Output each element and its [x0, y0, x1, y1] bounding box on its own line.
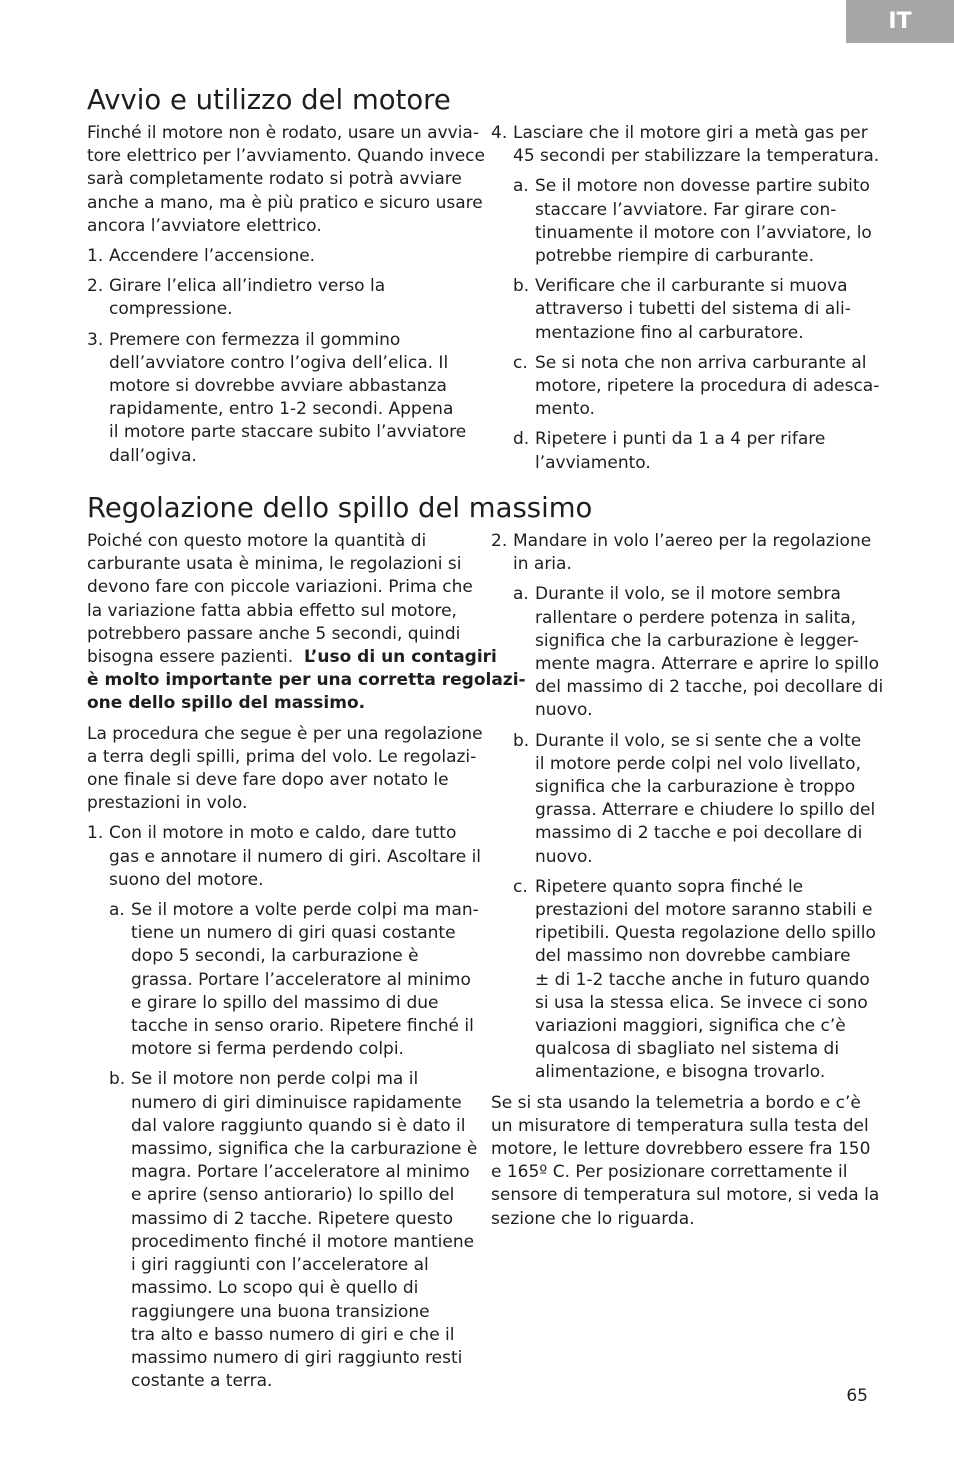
s1-left-column: [87, 122, 485, 475]
text-line: [87, 646, 497, 669]
text-line: Lasciare che il motore giri a metà gas per: [513, 123, 868, 143]
text-line: magra. Portare l’acceleratore al minimo: [131, 1162, 470, 1183]
text-line: il motore perde colpi nel volo livellato,: [535, 753, 861, 774]
text-line: nuovo.: [535, 846, 593, 867]
text-line: significa che la carburazione è troppo: [535, 777, 856, 798]
text-line: ripetibili. Questa regolazione dello spillo: [535, 923, 876, 944]
section-title-engine-start: Avvio e utilizzo del motore: [87, 84, 451, 116]
s1-step-4-subitems: [491, 175, 880, 474]
list-marker: b.: [513, 276, 530, 297]
bold-emphasis-line: one dello spillo del massimo.: [87, 693, 366, 714]
text-line: mento.: [535, 399, 595, 420]
text-line: l’avviamento.: [535, 452, 651, 473]
text-line: Premere con fermezza il gommino: [109, 329, 401, 350]
text-line: dall’ogiva.: [109, 445, 197, 466]
text-line: massimo di 2 tacche e poi decollare di: [535, 823, 863, 844]
text-line: dopo 5 secondi, la carburazione è: [131, 946, 419, 967]
text-line: Durante il volo, se il motore sembra: [535, 584, 841, 605]
text-line: Girare l’elica all’indietro verso la: [109, 276, 386, 297]
page-number: 65: [846, 1386, 868, 1406]
text-line: alimentazione, e bisogna trovarlo.: [535, 1062, 826, 1083]
text-line: raggiungere una buona transizione: [131, 1301, 430, 1322]
text-line: Se il motore non perde colpi ma il: [131, 1069, 419, 1090]
s2-intro-paragraph: [87, 530, 526, 716]
text-line: rallentare o perdere potenza in salita,: [535, 607, 857, 628]
text-line: massimo numero di giri raggiunto resti: [131, 1347, 463, 1368]
text-line: anche a mano, ma è più pratico e sicuro usare: [87, 192, 483, 213]
list-marker: a.: [513, 176, 529, 197]
text-line: tiene un numero di giri quasi costante: [131, 923, 456, 944]
s1-step-2: [87, 275, 477, 321]
text-line: rapidamente, entro 1-2 secondi. Appena: [109, 399, 454, 420]
list-marker: 4.: [491, 123, 508, 143]
bold-emphasis: L’uso di un contagiri: [303, 647, 497, 668]
text-line: staccare l’avviatore. Far girare con-: [535, 199, 837, 220]
bold-emphasis-line: è molto importante per una corretta regolazi-: [87, 670, 526, 691]
text-line: prestazioni del motore saranno stabili e: [535, 900, 873, 921]
text-line: si usa la stessa elica. Se invece ci sono: [535, 992, 868, 1013]
text-line: gas e annotare il numero di giri. Ascoltare il: [109, 846, 482, 867]
s2-left-column: [87, 530, 526, 1400]
text-line: sarà completamente rodato si potrà avviare: [87, 169, 462, 190]
text-line: potrebbero passare anche 5 secondi, quindi: [87, 623, 461, 644]
text-line: Accendere l’accensione.: [109, 246, 316, 267]
s1-step-4: [491, 122, 880, 168]
text-line: a terra degli spilli, prima del volo. Le regolazi-: [87, 746, 477, 767]
text-line: tinuamente il motore con l’avviatore, lo: [535, 222, 872, 243]
text-line: motore, ripetere la procedura di adesca-: [535, 376, 880, 397]
text-line: ± di 1-2 tacche anche in futuro quando: [535, 969, 870, 990]
text-line: 45 secondi per stabilizzare la temperatura.: [513, 146, 880, 167]
text-line: e aprire (senso antiorario) lo spillo del: [131, 1185, 455, 1206]
s1-right-column: [491, 122, 880, 482]
text-line: in aria.: [513, 554, 572, 575]
text-line: Ripetere quanto sopra finché le: [535, 876, 804, 897]
s1-step-4a: [513, 175, 876, 268]
text-line: ancora l’avviatore elettrico.: [87, 215, 322, 236]
language-tab: IT: [846, 0, 954, 43]
text-line: potrebbe riempire di carburante.: [535, 246, 815, 267]
s2-step-2a: [513, 583, 884, 722]
text-line: Poiché con questo motore la quantità di: [87, 531, 427, 551]
text-line: grassa. Portare l’acceleratore al minimo: [131, 969, 471, 990]
s1-intro-paragraph: [87, 122, 485, 238]
text-line: tra alto e basso numero di giri e che il: [131, 1324, 455, 1345]
text-line: numero di giri diminuisce rapidamente: [131, 1092, 462, 1113]
s1-step-4d: [513, 428, 876, 474]
text-line: mentazione fino al carburatore.: [535, 322, 804, 343]
text-line: dal valore raggiunto quando si è dato il: [131, 1115, 466, 1136]
text-line: massimo di 2 tacche. Ripetere questo: [131, 1208, 454, 1229]
s2-step-2c: [513, 876, 876, 1085]
text-line: massimo. Lo scopo qui è quello di: [131, 1278, 419, 1299]
text-line: Ripetere i punti da 1 a 4 per rifare: [535, 429, 826, 450]
text-line: la variazione fatta abbia effetto sul motore,: [87, 600, 457, 621]
s1-step-4b: [513, 275, 876, 345]
list-marker: a.: [109, 900, 125, 921]
text-run: bisogna essere pazienti.: [87, 647, 294, 668]
text-line: del massimo non dovrebbe cambiare: [535, 946, 851, 967]
list-marker: a.: [513, 584, 529, 605]
text-line: grassa. Atterrare e chiudere lo spillo del: [535, 800, 876, 821]
text-line: significa che la carburazione è legger-: [535, 630, 859, 651]
s2-step-1a: [109, 899, 477, 1061]
text-line: attraverso i tubetti del sistema di ali-: [535, 299, 851, 320]
section-title-needle-adjustment: Regolazione dello spillo del massimo: [87, 492, 593, 524]
s2-telemetry-paragraph: [491, 1092, 880, 1231]
list-marker: c.: [513, 352, 528, 373]
s1-step-3: [87, 329, 477, 468]
s2-right-column: [491, 530, 884, 1238]
text-line: sezione che lo riguarda.: [491, 1208, 695, 1229]
text-line: costante a terra.: [131, 1371, 273, 1392]
list-marker: 1.: [87, 823, 104, 844]
list-marker: 3.: [87, 329, 104, 350]
list-marker: 2.: [491, 531, 508, 551]
text-line: Finché il motore non è rodato, usare un avvia-: [87, 123, 479, 143]
text-line: Se il motore non dovesse partire subito: [535, 176, 870, 197]
text-line: procedimento finché il motore mantiene: [131, 1231, 475, 1252]
text-line: suono del motore.: [109, 869, 264, 890]
text-line: devono fare con piccole variazioni. Prima che: [87, 577, 473, 598]
s2-step-1-subitems: [87, 899, 477, 1393]
text-line: Se si nota che non arriva carburante al: [535, 352, 867, 373]
text-line: Se il motore a volte perde colpi ma man-: [131, 900, 479, 921]
text-line: La procedura che segue è per una regolazione: [87, 723, 483, 744]
list-marker: b.: [513, 730, 530, 751]
s2-procedure-paragraph: [87, 723, 483, 816]
text-line: Durante il volo, se si sente che a volte: [535, 730, 862, 751]
list-marker: 1.: [87, 246, 104, 267]
s1-step-4c: [513, 352, 880, 422]
text-line: Se si sta usando la telemetria a bordo e c’è: [491, 1092, 861, 1113]
text-line: nuovo.: [535, 700, 593, 721]
text-line: tacche in senso orario. Ripetere finché il: [131, 1016, 474, 1037]
s2-step-2b: [513, 730, 876, 869]
s2-step-1b: [109, 1068, 477, 1393]
text-line: qualcosa di sbagliato nel sistema di: [535, 1039, 840, 1060]
text-line: un misuratore di temperatura sulla testa del: [491, 1115, 869, 1136]
text-line: sensore di temperatura sul motore, si veda la: [491, 1185, 880, 1206]
text-line: Mandare in volo l’aereo per la regolazione: [513, 531, 872, 551]
text-line: il motore parte staccare subito l’avviatore: [109, 422, 467, 443]
list-marker: 2.: [87, 276, 104, 297]
text-line: mente magra. Atterrare e aprire lo spillo: [535, 654, 880, 675]
text-line: motore, le letture dovrebbero essere fra 150: [491, 1139, 871, 1160]
text-line: Con il motore in moto e caldo, dare tutto: [109, 823, 457, 844]
list-marker: b.: [109, 1069, 126, 1090]
text-line: motore si ferma perdendo colpi.: [131, 1039, 404, 1060]
text-line: carburante usata è minima, le regolazioni si: [87, 554, 462, 575]
text-line: Verificare che il carburante si muova: [535, 276, 848, 297]
text-line: variazioni maggiori, significa che c’è: [535, 1016, 846, 1037]
text-line: tore elettrico per l’avviamento. Quando invece: [87, 146, 485, 167]
list-marker: c.: [513, 876, 528, 897]
text-line: prestazioni in volo.: [87, 793, 248, 814]
s1-step-1: [87, 245, 477, 268]
text-line: e girare lo spillo del massimo di due: [131, 992, 439, 1013]
text-line: del massimo di 2 tacche, poi decollare di: [535, 677, 884, 698]
s2-step-2-subitems: [491, 583, 884, 1084]
text-line: one finale si deve fare dopo aver notato le: [87, 770, 449, 791]
text-line: dell’avviatore contro l’ogiva dell’elica. Il: [109, 352, 449, 373]
s2-step-2: [491, 530, 876, 576]
s2-step-1: [87, 822, 482, 892]
text-line: compressione.: [109, 299, 233, 320]
text-line: i giri raggiunti con l’acceleratore al: [131, 1255, 429, 1276]
text-line: e 165º C. Per posizionare correttamente il: [491, 1162, 848, 1183]
text-line: motore si dovrebbe avviare abbastanza: [109, 376, 447, 397]
text-line: massimo, significa che la carburazione è: [131, 1139, 478, 1160]
list-marker: d.: [513, 429, 530, 450]
